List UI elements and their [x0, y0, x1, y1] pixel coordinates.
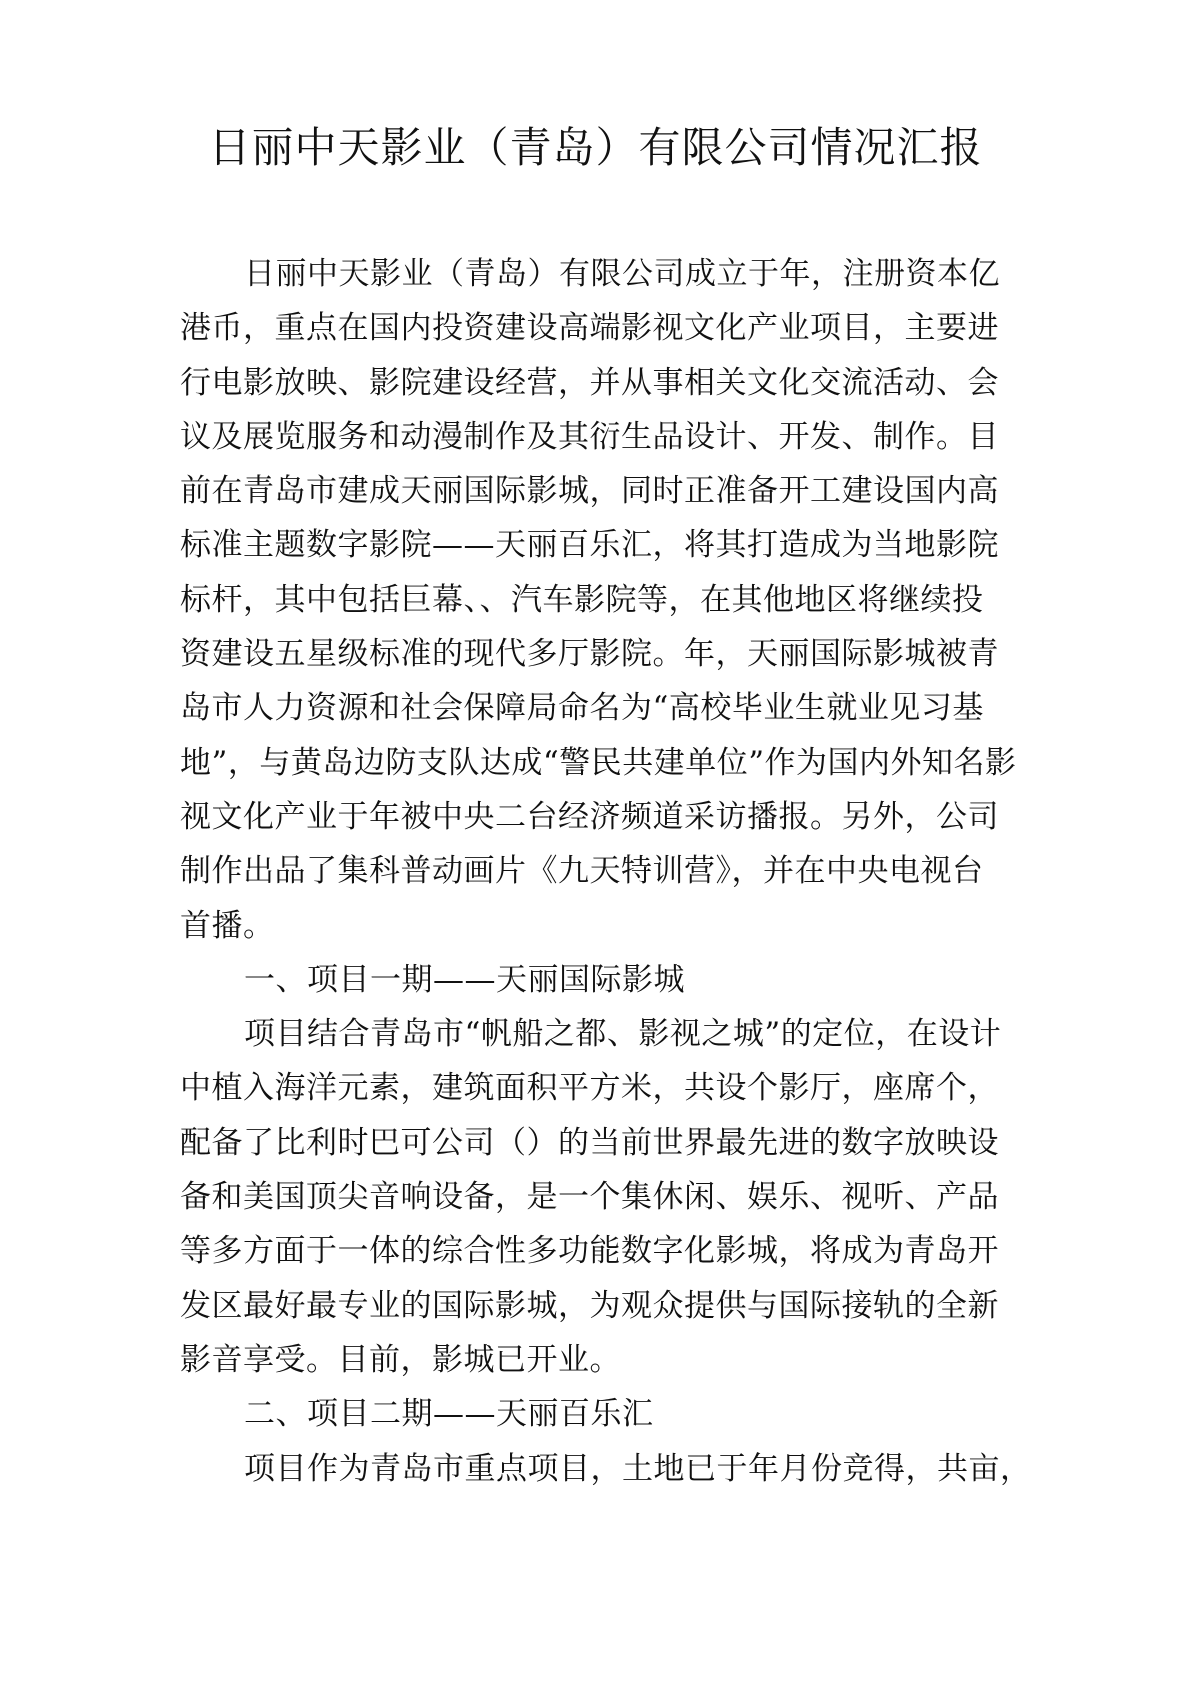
paragraph-line: 地”，与黄岛边防支队达成“警民共建单位”作为国内外知名影 [180, 744, 1017, 781]
paragraph-line: 制作出品了集科普动画片《九天特训营》，并在中央电视台 [180, 853, 984, 890]
paragraph-line: 首播。 [180, 907, 275, 944]
paragraph-line: 发区最好最专业的国际影城，为观众提供与国际接轨的全新 [180, 1287, 999, 1324]
paragraph-line: 前在青岛市建成天丽国际影城，同时正准备开工建设国内高 [180, 473, 999, 510]
paragraph-line: 项目结合青岛市“帆船之都、影视之城”的定位，在设计 [244, 1016, 1002, 1053]
section-heading: 一、项目一期——天丽国际影城 [244, 961, 685, 998]
paragraph-line: 岛市人力资源和社会保障局命名为“高校毕业生就业见习基 [180, 690, 984, 727]
paragraph-line: 等多方面于一体的综合性多功能数字化影城，将成为青岛开 [180, 1233, 999, 1270]
section-heading: 二、项目二期——天丽百乐汇 [244, 1396, 654, 1433]
document-body [180, 247, 1040, 1496]
paragraph-line: 资建设五星级标准的现代多厅影院。年，天丽国际影城被青 [180, 636, 999, 673]
paragraph-line: 视文化产业于年被中央二台经济频道采访播报。另外，公司 [180, 798, 999, 835]
paragraph-line: 中植入海洋元素，建筑面积平方米，共设个影厅，座席个， [180, 1070, 999, 1107]
paragraph-line: 议及展览服务和动漫制作及其衍生品设计、开发、制作。目 [180, 418, 999, 455]
paragraph-line: 备和美国顶尖音响设备，是一个集休闲、娱乐、视听、产品 [180, 1179, 999, 1216]
paragraph-line: 日丽中天影业（青岛）有限公司成立于年，注册资本亿 [244, 256, 1000, 292]
paragraph-line: 影音享受。目前，影城已开业。 [180, 1341, 621, 1378]
paragraph-line: 行电影放映、影院建设经营，并从事相关文化交流活动、会 [180, 364, 999, 401]
paragraph-line: 标准主题数字影院——天丽百乐汇，将其打造成为当地影院 [180, 527, 999, 564]
paragraph-line: 港币，重点在国内投资建设高端影视文化产业项目，主要进 [180, 310, 999, 347]
paragraph-line: 标杆，其中包括巨幕、、汽车影院等，在其他地区将继续投 [180, 581, 984, 618]
paragraph-line: 项目作为青岛市重点项目，土地已于年月份竞得，共亩， [244, 1450, 1032, 1487]
document-title: 日丽中天影业（青岛）有限公司情况汇报 [208, 123, 983, 172]
paragraph-line: 配备了比利时巴可公司（）的当前世界最先进的数字放映设 [180, 1124, 999, 1161]
